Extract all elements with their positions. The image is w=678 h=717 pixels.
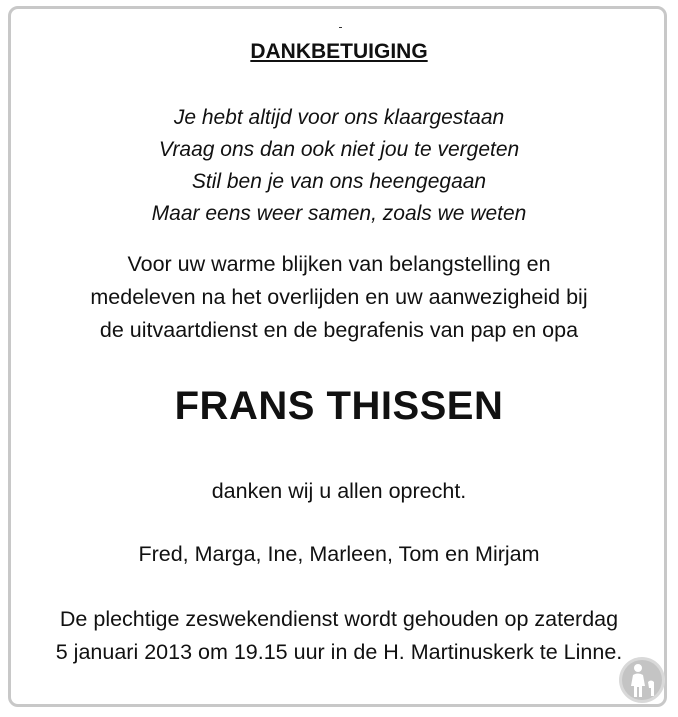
poem-line-2: Vraag ons dan ook niet jou te vergeten (158, 138, 520, 161)
deceased-name: FRANS THISSEN (174, 384, 504, 428)
thanks-closing: danken wij u allen oprecht. (211, 479, 467, 503)
thanks-intro-line-3: de uitvaartdienst en de begrafenis van pap en opa (99, 318, 579, 342)
heading: DANKBETUIGING (250, 40, 428, 63)
poem-line-3: Stil ben je van ons heengegaan (191, 170, 487, 193)
thanks-intro-line-1: Voor uw warme blijken van belangstelling en (127, 252, 551, 276)
poem-line-1: Je hebt altijd voor ons klaargestaan (173, 106, 505, 129)
service-line-2: 5 januari 2013 om 19.15 uur in de H. Martinuskerk te Linne. (55, 640, 623, 664)
thanks-intro-line-2: medeleven na het overlijden en uw aanwezigheid bij (90, 285, 588, 309)
service-line-1: De plechtige zeswekendienst wordt gehouden op zaterdag (59, 607, 619, 631)
family-names: Fred, Marga, Ine, Marleen, Tom en Mirjam (138, 542, 540, 566)
mourning-figure-icon (618, 656, 666, 704)
print-mark (339, 27, 342, 28)
poem-line-4: Maar eens weer samen, zoals we weten (151, 202, 527, 225)
